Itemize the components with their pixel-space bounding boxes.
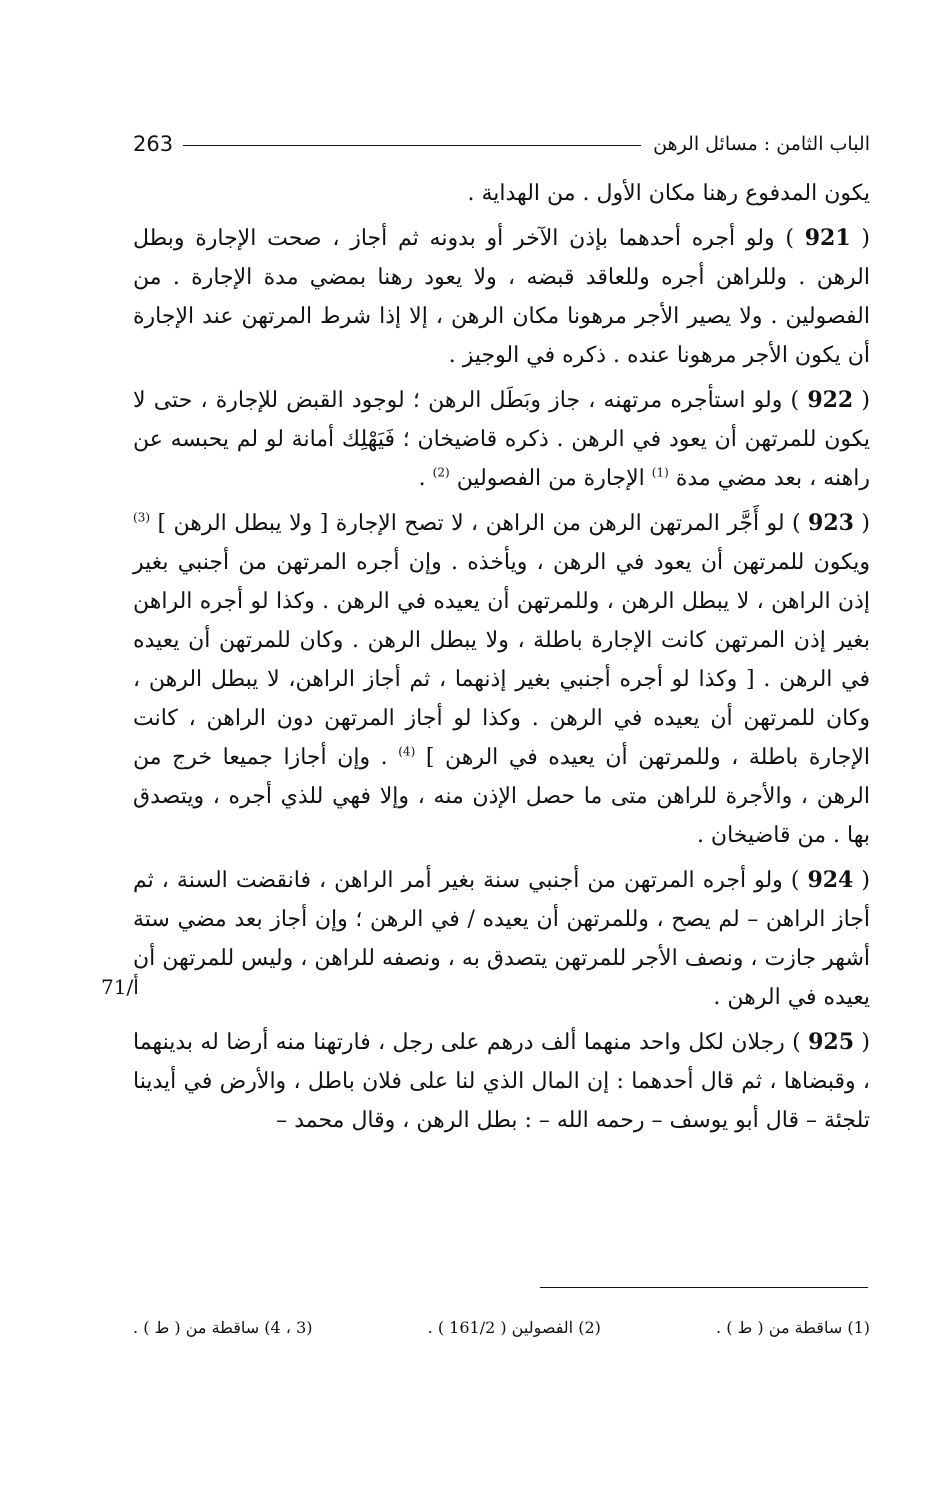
footnote-ref: (2) [432,465,450,480]
item-number: 924 [807,867,854,893]
paragraph-923: ( 923 ) لو أَجَّر المرتهن الرهن من الراهن ، لا تصح الإجارة [ ولا يبطل الرهن ] $^{(3)}$ ويكون للمرتهن أن يعود في الرهن ، ويأخذه . وإن أجره المرتهن من أجنبي بغير إذن الراهن ، لا يبطل الرهن ، وللمرتهن أن يعيده في الرهن . وكذا لو أجره الراهن بغير إذن المرتهن كانت الإجارة باطلة ، ولا يبطل الرهن . وكان للمرتهن أن يعيده في الرهن . [ وكذا لو أجره أجنبي بغير إذنهما ، ثم أجاز الراهن، لا يبطل الرهن ، وكان للمرتهن أن يعيده في الرهن . وكذا لو أجاز المرتهن دون الراهن ، كانت الإجارة باطلة ، وللمرتهن أن يعيده في الرهن ] $^{(4)}$ . وإن أجازا جميعا خرج من الرهن ، والأجرة للراهن متى ما حصل الإذن منه ، وإلا فهي للذي أجره ، ويتصدق بها . من قاضيخان . [133,510,870,848]
chapter-title: الباب الثامن : مسائل الرهن [653,133,870,155]
item-number: 925 [808,1029,855,1055]
paragraph-text: الإجارة من الفصولين [456,466,645,491]
footnote-ref: (1) [651,465,669,480]
paragraph-continuation: يكون المدفوع رهنا مكان الأول . من الهداية . [467,181,870,206]
footnote-ref: (4) [398,744,416,759]
manuscript-folio-note: 71/أ [101,975,139,999]
header-rule [183,145,641,146]
paragraph-text: ولو أجره المرتهن من أجنبي سنة بغير أمر الراهن ، فانقضت السنة ، ثم أجاز الراهن – لم يصح ، وللمرتهن أن يعيده / في الرهن ؛ وإن أجاز بعد مضي ستة أشهر جازت ، ونصف الأجر للمرتهن يتصدق به ، ونصفه للراهن ، وليس للمرتهن أن يعيده في الرهن . [133,868,870,1010]
footnote-3-4: (3 ، 4) ساقطة من ( ط ) . [133,1318,313,1337]
paragraph-922: ( 922 ) ولو استأجره مرتهنه ، جاز وبَطَل الرهن ؛ لوجود القبض للإجارة ، حتى لا يكون للمرتهن أن يعود في الرهن . ذكره قاضيخان ؛ فَيَهْلِك أمانة لو لم يحبسه عن راهنه ، بعد مضي مدة $^{(1)}$ الإجارة من الفصولين $^{(2)}$ . [133,387,871,491]
item-number: 923 [808,510,854,536]
item-number: 921 [804,225,851,251]
paragraph-921: ( 921 ) ولو أجره أحدهما بإذن الآخر أو بدونه ثم أجاز ، صحت الإجارة وبطل الرهن . وللراهن أجره وللعاقد قبضه ، ولا يعود رهنا بمضي مدة الإجارة . من الفصولين . ولا يصير الأجر مرهونا مكان الرهن ، إلا إذا شرط المرتهن عند الإجارة أن يكون الأجر مرهونا عنده . ذكره في الوجيز . [133,225,870,368]
main-text [133,174,870,1146]
running-header [133,124,870,164]
paragraph-text: . وإن أجازا جميعا خرج من الرهن ، والأجرة للراهن متى ما حصل الإذن منه ، وإلا فهي للذي أجره ، ويتصدق بها . من قاضيخان . [133,745,870,848]
paragraph-text: . [418,466,426,491]
footnote-ref: (3) [133,510,151,525]
footnote-2: (2) الفصولين ( 161/2 ) . [427,1318,601,1337]
paragraph-text: ولو استأجره مرتهنه ، جاز وبَطَل الرهن ؛ لوجود القبض للإجارة ، حتى لا يكون للمرتهن أن يعود في الرهن . ذكره قاضيخان ؛ فَيَهْلِك أمانة لو لم يحبسه عن راهنه ، بعد مضي مدة [133,388,870,491]
page-number: 263 [133,132,174,156]
paragraph-text: رجلان لكل واحد منهما ألف درهم على رجل ، فارتهنا منه أرضا له بدينهما ، وقبضاها ، ثم قال أحدهما : إن المال الذي لنا على فلان باطل ، والأرض في أيدينا تلجئة – قال أبو يوسف – رحمه الله – : بطل الرهن ، وقال محمد – [133,1030,870,1133]
paragraph-text: لو أَجَّر المرتهن الرهن من الراهن ، لا تصح الإجارة [ ولا يبطل الرهن ] [157,511,785,536]
paragraph-924: ( 924 ) ولو أجره المرتهن من أجنبي سنة بغير أمر الراهن ، فانقضت السنة ، ثم أجاز الراهن – لم يصح ، وللمرتهن أن يعيده / في الرهن ؛ وإن أجاز بعد مضي ستة أشهر جازت ، ونصف الأجر للمرتهن يتصدق به ، ونصفه للراهن ، وليس للمرتهن أن يعيده في الرهن . [133,867,870,1010]
paragraph-925: ( 925 ) رجلان لكل واحد منهما ألف درهم على رجل ، فارتهنا منه أرضا له بدينهما ، وقبضاها ، ثم قال أحدهما : إن المال الذي لنا على فلان باطل ، والأرض في أيدينا تلجئة – قال أبو يوسف – رحمه الله – : بطل الرهن ، وقال محمد – [133,1029,871,1133]
paragraph-text: ولو أجره أحدهما بإذن الآخر أو بدونه ثم أجاز ، صحت الإجارة وبطل الرهن . وللراهن أجره وللعاقد قبضه ، ولا يعود رهنا بمضي مدة الإجارة . من الفصولين . ولا يصير الأجر مرهونا مكان الرهن ، إلا إذا شرط المرتهن عند الإجارة أن يكون الأجر مرهونا عنده . ذكره في الوجيز . [133,226,870,368]
footnotes [133,1318,870,1337]
item-number: 922 [807,387,854,413]
footnote-separator [540,1287,868,1288]
footnote-1: (1) ساقطة من ( ط ) . [716,1318,870,1337]
paragraph-text: ويكون للمرتهن أن يعود في الرهن ، ويأخذه . وإن أجره المرتهن من أجنبي بغير إذن الراهن ، لا يبطل الرهن ، وللمرتهن أن يعيده في الرهن . وكذا لو أجره الراهن بغير إذن المرتهن كانت الإجارة باطلة ، ولا يبطل الرهن . وكان للمرتهن أن يعيده في الرهن . [ وكذا لو أجره أجنبي بغير إذنهما ، ثم أجاز الراهن، لا يبطل الرهن ، وكان للمرتهن أن يعيده في الرهن . وكذا لو أجاز المرتهن دون الراهن ، كانت الإجارة باطلة ، وللمرتهن أن يعيده في الرهن ] [133,550,870,770]
